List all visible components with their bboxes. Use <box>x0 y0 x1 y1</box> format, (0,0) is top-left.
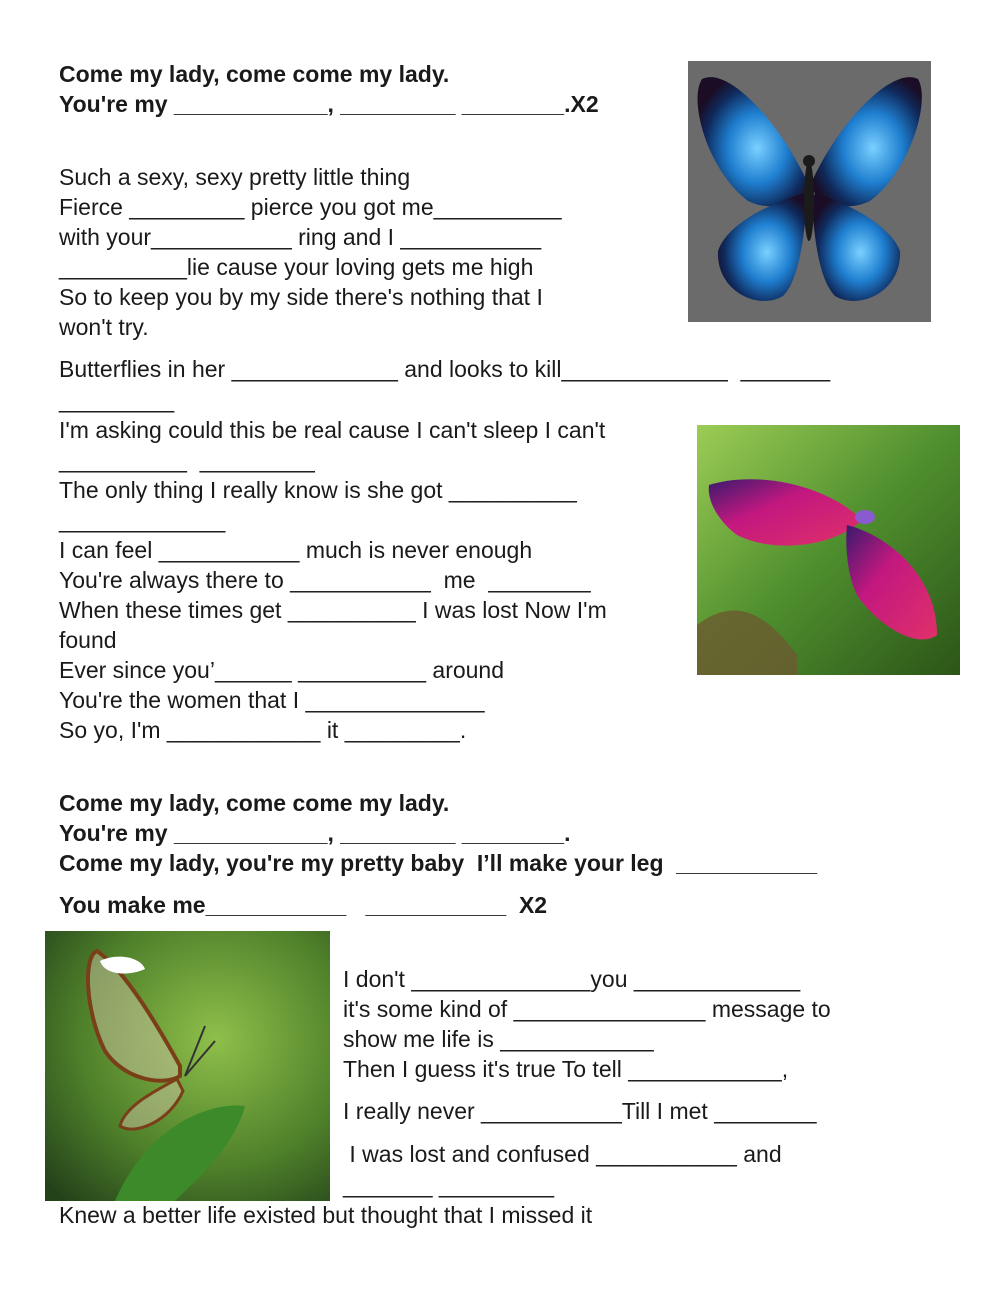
chorus2-line-1: Come my lady, come come my lady. <box>59 790 450 816</box>
verse1-line-5: So to keep you by my side there's nothing that I <box>59 284 543 310</box>
chorus2-line-3: Come my lady, you're my pretty baby I’ll make your leg ___________ <box>59 850 818 876</box>
verse2-line-8: You're always there to ___________ me ________ <box>59 567 591 593</box>
verse2-line-2: _________ <box>59 387 175 413</box>
verse1-line-4: __________lie cause your loving gets me high <box>59 254 534 280</box>
verse3-line-6: I was lost and confused ___________ and <box>343 1141 782 1167</box>
verse3-line-3: show me life is ____________ <box>343 1026 654 1052</box>
verse2-line-7: I can feel ___________ much is never enough <box>59 537 533 563</box>
verse1-line-6: won't try. <box>59 314 149 340</box>
blue-butterfly-image <box>688 61 931 322</box>
verse2-line-5: The only thing I really know is she got __________ <box>59 477 577 503</box>
verse3-line-5: I really never ___________Till I met ________ <box>343 1098 817 1124</box>
verse2-line-3: I'm asking could this be real cause I can't sleep I can't <box>59 417 606 443</box>
verse2-line-4: __________ _________ <box>59 447 315 473</box>
verse3-line-2: it's some kind of _______________ message to <box>343 996 831 1022</box>
verse1-line-2: Fierce _________ pierce you got me__________ <box>59 194 562 220</box>
chorus2-line-4: You make me___________ ___________ X2 <box>59 892 548 918</box>
pink-butterfly-image <box>697 425 960 675</box>
chorus-line-2: You're my ____________, _________ ________.X2 <box>59 91 599 117</box>
verse2-line-1: Butterflies in her _____________ and looks to kill_____________ _______ <box>59 356 831 382</box>
verse2-line-12: You're the women that I ______________ <box>59 687 485 713</box>
chorus-line-1: Come my lady, come come my lady. <box>59 61 450 87</box>
glasswing-butterfly-image <box>45 931 330 1201</box>
verse2-line-9: When these times get __________ I was lost Now I'm <box>59 597 607 623</box>
verse1-line-3: with your___________ ring and I ___________ <box>59 224 542 250</box>
verse2-line-13: So yo, I'm ____________ it _________. <box>59 717 467 743</box>
verse3-line-4: Then I guess it's true To tell ____________, <box>343 1056 789 1082</box>
verse2-line-10: found <box>59 627 117 653</box>
verse3-line-1: I don't ______________you _____________ <box>343 966 801 992</box>
verse2-line-11: Ever since you’______ __________ around <box>59 657 505 683</box>
verse2-line-6: _____________ <box>59 507 226 533</box>
verse3-line-8: Knew a better life existed but thought that I missed it <box>59 1202 593 1228</box>
verse3-line-7: _______ _________ <box>343 1172 555 1198</box>
chorus2-line-2: You're my ____________, _________ ________. <box>59 820 571 846</box>
verse1-line-1: Such a sexy, sexy pretty little thing <box>59 164 411 190</box>
